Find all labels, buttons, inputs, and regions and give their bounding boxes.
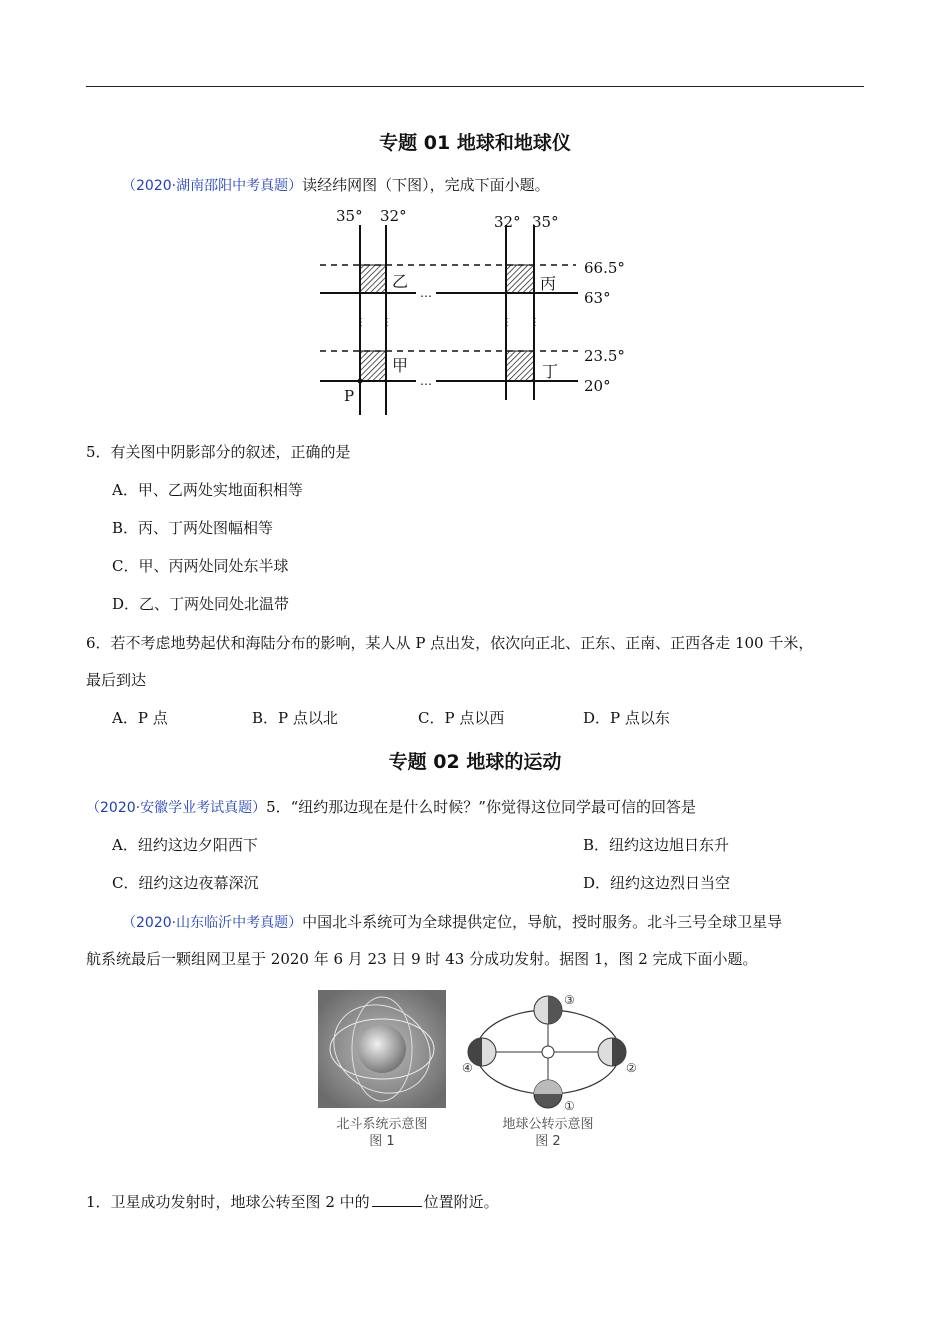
source-tag: （2020·安徽学业考试真题） bbox=[86, 800, 267, 816]
sun-icon bbox=[542, 1046, 554, 1058]
earth-position-top bbox=[534, 996, 562, 1024]
point-p bbox=[358, 379, 363, 384]
cell-bing bbox=[506, 265, 534, 293]
earth-position-right bbox=[598, 1038, 626, 1066]
figure-1 bbox=[318, 990, 448, 1150]
intro2-line1: 中国北斗系统可为全球提供定位，导航，授时服务。北斗三号全球卫星导 bbox=[302, 913, 783, 931]
s2-q5-option-b: B．纽约这边旭日东升 bbox=[583, 836, 730, 854]
position-label: ③ bbox=[564, 993, 575, 1007]
q5-option-b: B．丙、丁两处图幅相等 bbox=[112, 519, 274, 537]
position-label: ② bbox=[626, 1061, 637, 1075]
q5-stem: 5．有关图中阴影部分的叙述，正确的是 bbox=[86, 443, 351, 461]
svg-text:⋮: ⋮ bbox=[502, 317, 512, 328]
source-tag: （2020·湖南邵阳中考真题） bbox=[122, 178, 303, 194]
fig2-label: 图 2 bbox=[535, 1134, 561, 1149]
svg-text:⋮: ⋮ bbox=[530, 317, 540, 328]
position-label: ④ bbox=[462, 1061, 473, 1075]
q1-after: 位置附近。 bbox=[423, 1193, 499, 1211]
q5-option-a: A．甲、乙两处实地面积相等 bbox=[112, 481, 303, 499]
q5-option-c: C．甲、丙两处同处东半球 bbox=[112, 557, 289, 575]
s2-q5-option-a: A．纽约这边夕阳西下 bbox=[112, 836, 258, 854]
cell-label: 丙 bbox=[540, 274, 557, 293]
q6-option-c: C．P 点以西 bbox=[418, 709, 505, 727]
svg-text:…: … bbox=[420, 286, 432, 300]
lon-label: 35° bbox=[336, 207, 363, 225]
lon-label: 32° bbox=[380, 207, 407, 225]
q5-stem: 5．“纽约那边现在是什么时候？”你觉得这位同学最可信的回答是 bbox=[266, 798, 696, 816]
lat-label: 20° bbox=[584, 377, 611, 395]
position-label: ① bbox=[564, 1099, 575, 1113]
cell-label: 丁 bbox=[542, 362, 559, 381]
q6-stem-line1: 6．若不考虑地势起伏和海陆分布的影响，某人从 P 点出发，依次向正北、正东、正南、正西各走 100 千米， bbox=[86, 634, 814, 652]
intro2-line2: 航系统最后一颗组网卫星于 2020 年 6 月 23 日 9 时 43 分成功发射。据图 1，图 2 完成下面小题。 bbox=[86, 950, 758, 968]
svg-text:⋮: ⋮ bbox=[356, 317, 366, 328]
q6-stem-line2: 最后到达 bbox=[86, 671, 147, 689]
q1-before: 1．卫星成功发射时，地球公转至图 2 中的 bbox=[86, 1193, 370, 1211]
lon-label: 32° bbox=[494, 213, 521, 231]
earth-position-bottom bbox=[534, 1080, 562, 1108]
lat-label: 63° bbox=[584, 289, 611, 307]
section1-title: 专题 01 地球和地球仪 bbox=[379, 132, 571, 154]
earth-icon bbox=[358, 1025, 406, 1073]
lon-label: 35° bbox=[532, 213, 559, 231]
cell-label: 乙 bbox=[392, 272, 409, 291]
answer-blank[interactable] bbox=[372, 1194, 422, 1207]
cell-yi bbox=[360, 265, 386, 293]
intro-text: 读经纬网图（下图），完成下面小题。 bbox=[302, 176, 550, 194]
q5-option-d: D．乙、丁两处同处北温带 bbox=[112, 595, 290, 613]
cell-label: 甲 bbox=[392, 356, 409, 375]
fig1-caption: 北斗系统示意图 bbox=[336, 1117, 428, 1132]
q6-option-a: A．P 点 bbox=[112, 709, 168, 727]
header-rule bbox=[86, 86, 864, 87]
point-p-label: P bbox=[344, 387, 355, 405]
cell-jia bbox=[360, 351, 386, 381]
s2-q5-option-c: C．纽约这边夜幕深沉 bbox=[112, 874, 259, 892]
graticule-figure bbox=[316, 205, 636, 420]
fig2-caption: 地球公转示意图 bbox=[502, 1117, 594, 1132]
s2-q5-option-d: D．纽约这边烈日当空 bbox=[583, 874, 731, 892]
section2-intro2 bbox=[122, 911, 782, 932]
q1 bbox=[86, 1191, 499, 1212]
q6-option-d: D．P 点以东 bbox=[583, 709, 670, 727]
lat-label: 66.5° bbox=[584, 259, 625, 277]
fig1-label: 图 1 bbox=[369, 1134, 395, 1149]
section2-title: 专题 02 地球的运动 bbox=[388, 751, 562, 773]
svg-text:…: … bbox=[420, 374, 432, 388]
section2-q5 bbox=[86, 796, 696, 817]
lat-label: 23.5° bbox=[584, 347, 625, 365]
section1-intro bbox=[122, 174, 550, 195]
q6-option-b: B．P 点以北 bbox=[252, 709, 338, 727]
cell-ding bbox=[506, 351, 534, 381]
svg-text:⋮: ⋮ bbox=[382, 317, 392, 328]
source-tag: （2020·山东临沂中考真题） bbox=[122, 915, 303, 931]
figure-2 bbox=[460, 990, 640, 1150]
